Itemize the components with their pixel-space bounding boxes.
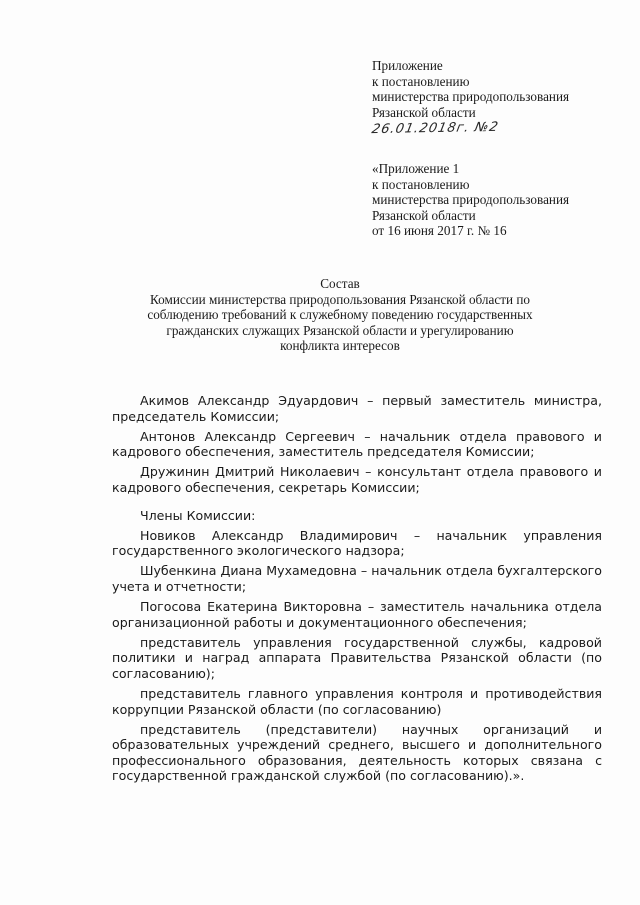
member-entry: Погосова Екатерина Викторовна – заместитель начальника отдела организационной работы и документационного обеспечения; (112, 599, 602, 630)
approval-line: к постановлению (372, 73, 470, 89)
heading-line: соблюдению требований к служебному поведению государственных (147, 307, 533, 323)
leadership-entry: Акимов Александр Эдуардович – первый заместитель министра, председатель Комиссии; (112, 393, 602, 424)
attachment-line: к постановлению (372, 176, 470, 192)
member-entry: Новиков Александр Владимирович – начальник управления государственного экологического надзора; (112, 527, 602, 559)
heading-line: Комиссии министерства природопользования Рязанской области по (150, 291, 530, 307)
member-entry: представитель управления государственной службы, кадровой политики и наград аппарата Правительства Рязанской области (по согласованию); (112, 634, 602, 681)
member-entry: представитель (представители) научных организаций и образовательных учреждений среднего, высшего и дополнительного профессионального образования, деятельность которых связана с государственной гражданской службой (по согласованию).». (112, 721, 602, 784)
attachment-line: Рязанской области (372, 207, 476, 223)
approval-line: Приложение (372, 58, 443, 73)
attachment-line: «Приложение 1 (372, 161, 460, 176)
attachment-line: министерства природопользования (372, 192, 570, 208)
approval-line: Рязанской области (372, 104, 476, 120)
leadership-entry: Дружинин Дмитрий Николаевич – консультант отдела правового и кадрового обеспечения, секретарь Комиссии; (112, 464, 602, 495)
attachment-block (372, 161, 569, 239)
approval-line: министерства природопользования (372, 89, 570, 105)
document-heading (100, 276, 580, 354)
handwritten-date-signature: 26.01.2018г. №2 (370, 120, 501, 138)
members-heading: Члены Комиссии: (140, 507, 256, 523)
document-title: Состав (320, 276, 360, 291)
member-entry: Шубенкина Диана Мухамедовна – начальник отдела бухгалтерского учета и отчетности; (112, 563, 602, 594)
heading-line: конфликта интересов (280, 338, 400, 354)
attachment-line: от 16 июня 2017 г. № 16 (372, 223, 507, 239)
document-body (112, 393, 602, 789)
approval-block (372, 58, 569, 137)
heading-line: гражданских служащих Рязанской области и урегулированию (166, 322, 514, 338)
leadership-entry: Антонов Александр Сергеевич – начальник отдела правового и кадрового обеспечения, заместитель председателя Комиссии; (112, 428, 602, 460)
member-entry: представитель главного управления контроля и противодействия коррупции Рязанской области (по согласованию) (112, 686, 602, 717)
